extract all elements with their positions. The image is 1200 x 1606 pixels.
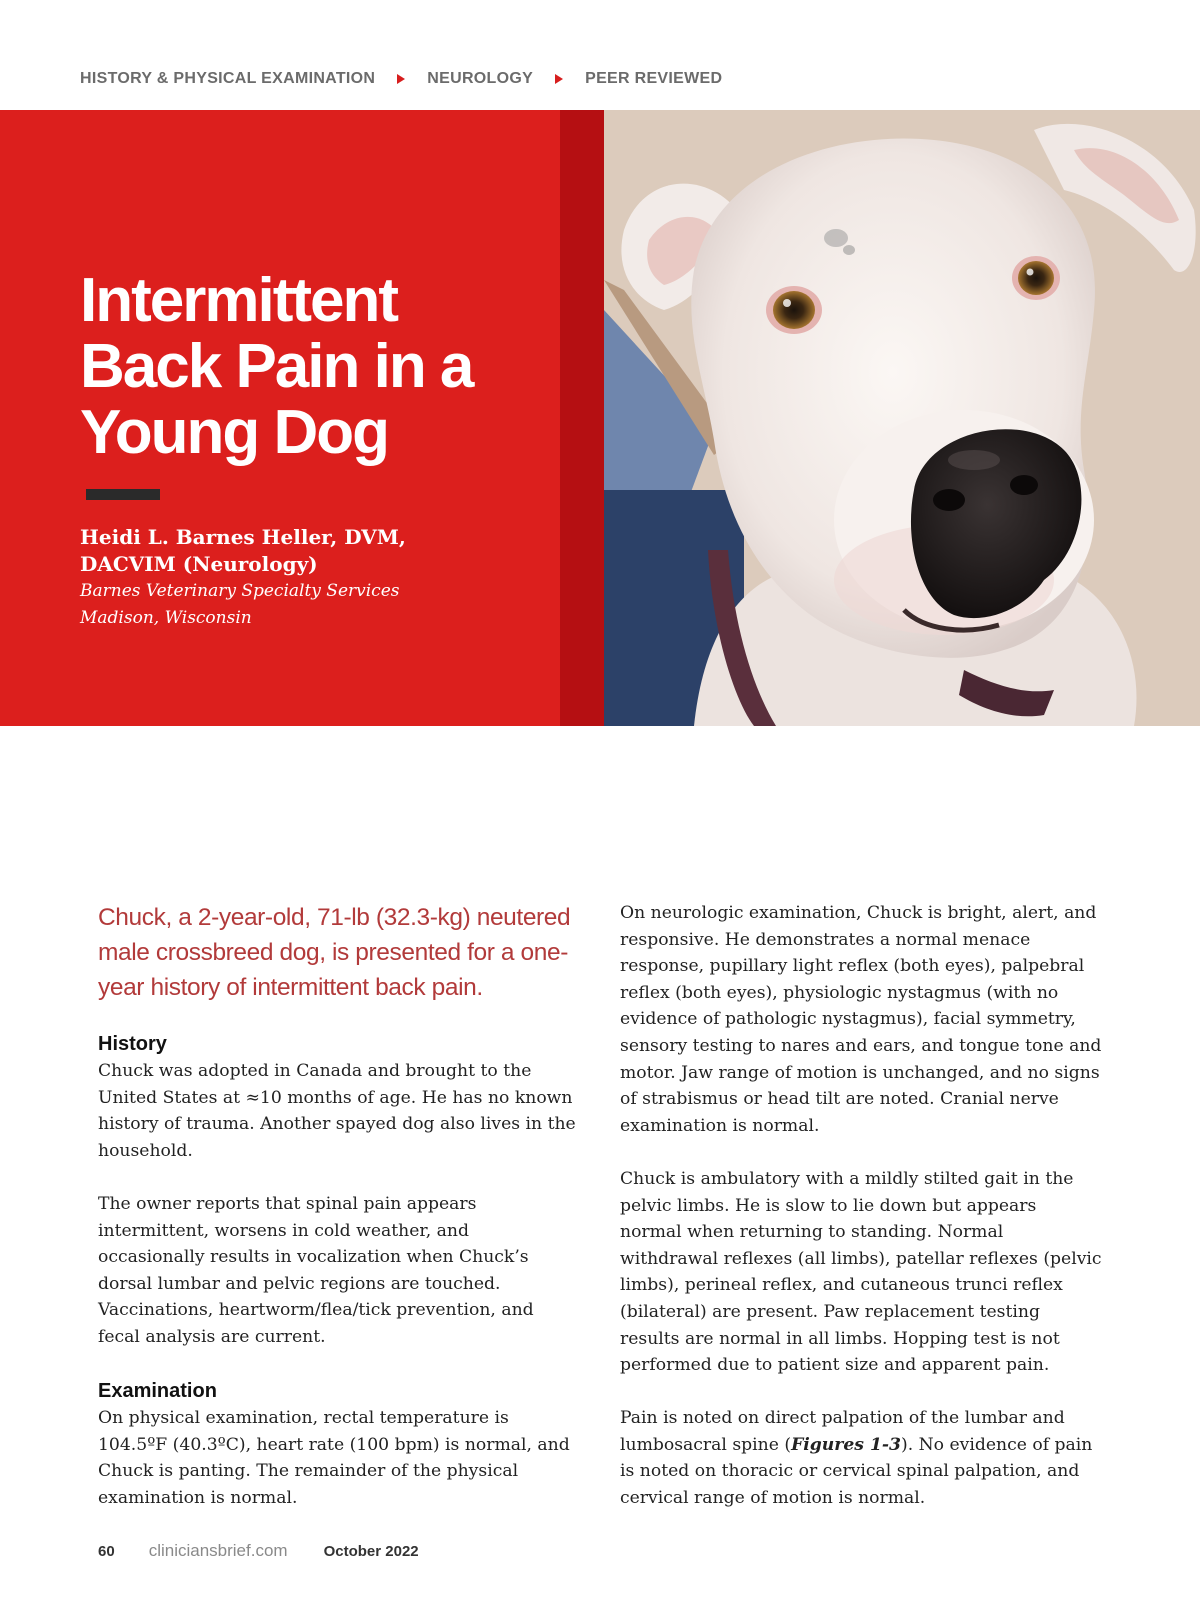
title-line: Back Pain in a bbox=[80, 332, 473, 401]
title-line: Young Dog bbox=[80, 398, 388, 467]
page-footer bbox=[98, 1541, 419, 1561]
author-affiliation: Barnes Veterinary Specialty Services bbox=[80, 581, 400, 601]
issue-date: October 2022 bbox=[323, 1543, 419, 1560]
breadcrumb bbox=[80, 70, 722, 88]
author-location: Madison, Wisconsin bbox=[80, 608, 252, 628]
hero-title-panel bbox=[0, 110, 604, 726]
article-column-right bbox=[620, 900, 1102, 1512]
article-lede: Chuck, a 2-year-old, 71-lb (32.3-kg) neutered male crossbreed dog, is presented for a one-year history of intermittent back pain. bbox=[98, 904, 571, 1001]
author-credentials: DACVIM (Neurology) bbox=[80, 552, 318, 576]
figure-reference-link[interactable]: Figures 1-3 bbox=[791, 1434, 902, 1455]
site-link[interactable]: cliniciansbrief.com bbox=[148, 1541, 288, 1560]
author-name: Heidi L. Barnes Heller, DVM, bbox=[80, 525, 406, 549]
breadcrumb-item-peer-reviewed[interactable]: PEER REVIEWED bbox=[585, 70, 723, 87]
article-column-left bbox=[98, 1030, 578, 1512]
neurologic-exam-paragraph: On neurologic examination, Chuck is bright, alert, and responsive. He demonstrates a normal menace response, pupillary light reflex (both eyes), palpebral reflex (both eyes), physiologic nystagmus (with no evidence of pathologic nystagmus), facial symmetry, sensory testing to nares and ears, and tongue tone and motor. Jaw range of motion is unchanged, and no signs of strabismus or head tilt are noted. Cranial nerve examination is normal. bbox=[620, 903, 1102, 1136]
panel-shadow bbox=[560, 110, 604, 726]
article-title bbox=[80, 268, 560, 466]
dog-photo bbox=[604, 110, 1200, 726]
breadcrumb-separator-icon bbox=[555, 74, 563, 84]
palpation-text: Pain is noted on direct palpation of the lumbar and lumbosacral spine ( bbox=[620, 1408, 1065, 1455]
hero-banner bbox=[0, 110, 1200, 726]
palpation-paragraph bbox=[620, 1405, 1102, 1511]
history-paragraph: Chuck was adopted in Canada and brought to the United States at ≈10 months of age. He has no known history of trauma. Another spayed dog also lives in the household. bbox=[98, 1061, 576, 1161]
history-paragraph: The owner reports that spinal pain appears intermittent, worsens in cold weather, and occasionally results in vocalization when Chuck’s dorsal lumbar and pelvic regions are touched. Vaccinations, heartworm/flea/tick prevention, and fecal analysis are current. bbox=[98, 1193, 534, 1347]
breadcrumb-separator-icon bbox=[397, 74, 405, 84]
title-divider bbox=[86, 489, 160, 500]
breadcrumb-item-history[interactable]: HISTORY & PHYSICAL EXAMINATION bbox=[80, 70, 376, 87]
examination-heading: Examination bbox=[98, 1380, 217, 1403]
author-block bbox=[80, 524, 560, 632]
examination-paragraph: On physical examination, rectal temperature is 104.5ºF (40.3ºC), heart rate (100 bpm) is normal, and Chuck is panting. The remainder of the physical examination is normal. bbox=[98, 1408, 570, 1508]
title-line: Intermittent bbox=[80, 266, 397, 335]
gait-paragraph: Chuck is ambulatory with a mildly stilted gait in the pelvic limbs. He is slow to lie down but appears normal when returning to standing. Normal withdrawal reflexes (all limbs), patellar reflexes (pelvic limbs), perineal reflex, and cutaneous trunci reflex (bilateral) are present. Paw replacement testing results are normal in all limbs. Hopping test is not performed due to patient size and apparent pain. bbox=[620, 1168, 1102, 1376]
page-number: 60 bbox=[98, 1543, 115, 1560]
palpation-text: ). No evidence of pain is noted on thoracic or cervical spinal palpation, and cervical range of motion is normal. bbox=[620, 1434, 1093, 1509]
dog-portrait-image bbox=[604, 110, 1200, 726]
breadcrumb-item-neurology[interactable]: NEUROLOGY bbox=[427, 70, 534, 87]
history-heading: History bbox=[98, 1033, 167, 1055]
